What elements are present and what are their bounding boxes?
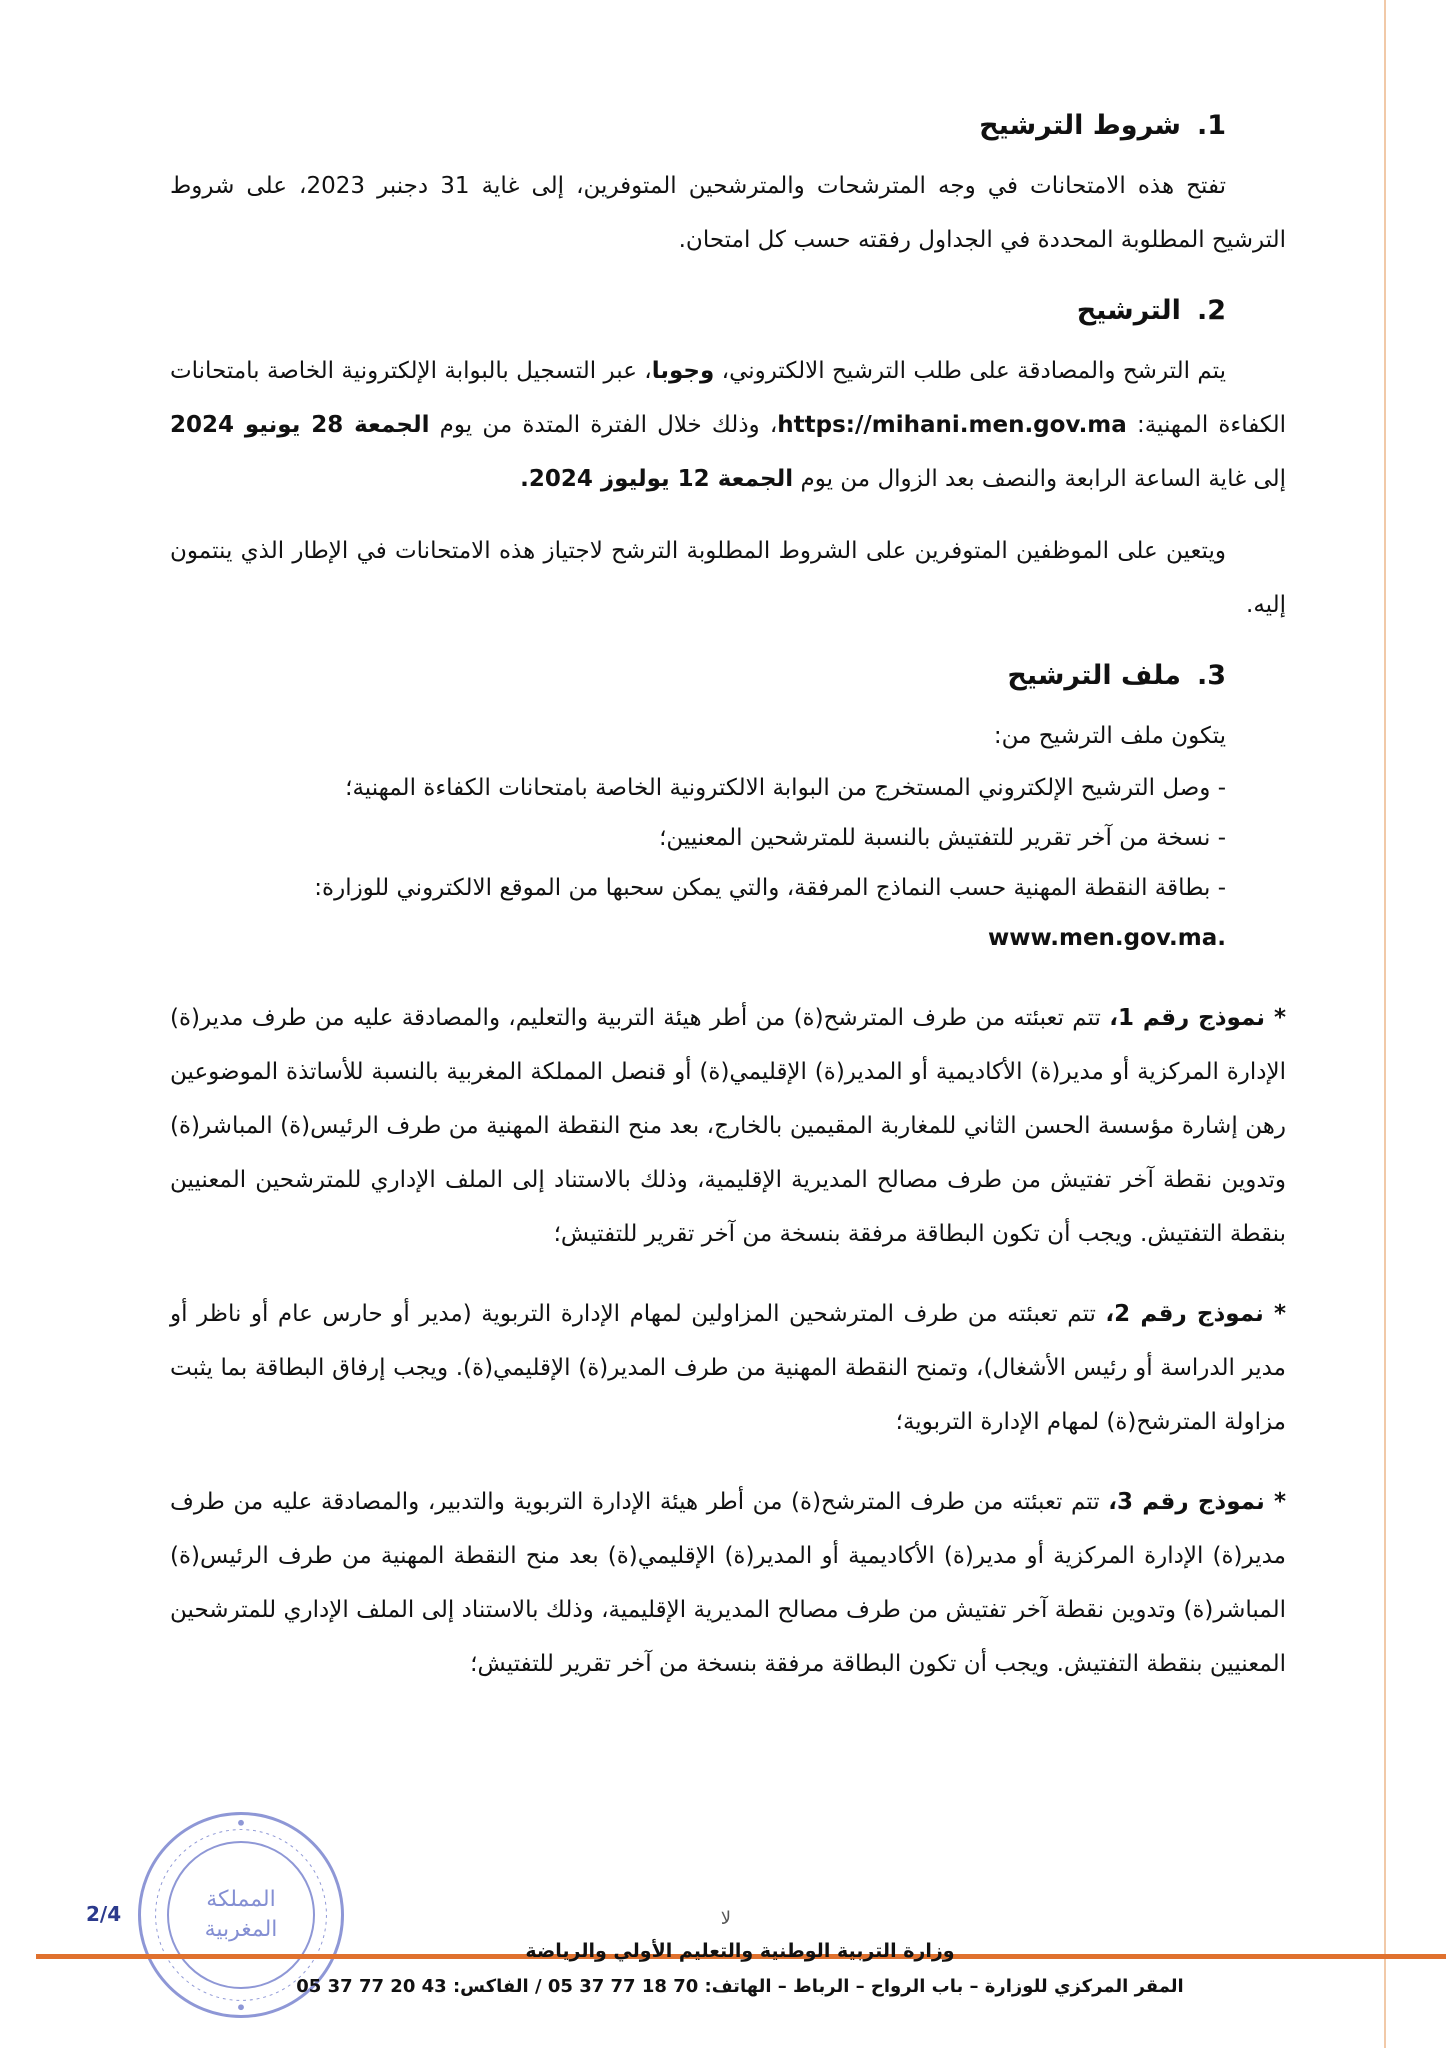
website-url: www.men.gov.ma. xyxy=(987,925,1226,951)
signature-mark-icon: ﻻ xyxy=(720,1908,731,1929)
model-label: * نموذج رقم 2، xyxy=(1105,1301,1286,1327)
section-candidacy xyxy=(170,295,1286,632)
section-paragraph: تفتح هذه الامتحانات في وجه المترشحات والمترشحين المتوفرين، إلى غاية 31 دجنبر 2023، على شروط الترشيح المطلوبة المحددة في الجداول رفقته حسب كل امتحان. xyxy=(170,173,1286,253)
file-documents-list xyxy=(170,763,1226,963)
eligibility-paragraph: ويتعين على الموظفين المتوفرين على الشروط المطلوبة الترشح لاجتياز هذه الامتحانات في الإطار الذي ينتمون إليه. xyxy=(170,538,1286,618)
text-run: ، عبر التسجيل بالبوابة الإلكترونية الخاصة بامتحانات الكفاءة المهنية: xyxy=(170,358,1286,438)
footer-ministry: وزارة التربية الوطنية والتعليم الأولي والرياضة xyxy=(525,1940,955,1962)
section-candidacy-file xyxy=(170,660,1286,963)
document-body xyxy=(170,110,1286,1691)
section-title: الترشيح xyxy=(1076,295,1181,326)
list-item: - نسخة من آخر تقرير للتفتيش بالنسبة للمترشحين المعنيين؛ xyxy=(659,825,1226,851)
emphasis-text: وجوبا xyxy=(651,358,715,384)
list-item: - بطاقة النقطة المهنية حسب النماذج المرفقة، والتي يمكن سحبها من الموقع الالكتروني للوزارة: xyxy=(314,875,1226,901)
model-text: تتم تعبئته من طرف المترشح(ة) من أطر هيئة الإدارة التربوية والتدبير، والمصادقة عليه من طرف مدير(ة) الإدارة المركزية أو مدير(ة) الأكاديمية أو المدير(ة) الإقليمي(ة) بعد منح النقطة المهنية من طرف الرئيس(ة) المباشر(ة) وتدوين نقطة آخر تفتيش من طرف مصالح المديرية الإقليمية، وذلك بالاستناد إلى الملف الإداري للمترشحين المعنيين بنقطة التفتيش. ويجب أن تكون البطاقة مرفقة بنسخة من آخر تقرير للتفتيش؛ xyxy=(170,1489,1286,1677)
file-intro: يتكون ملف الترشيح من: xyxy=(993,723,1226,749)
text-run: ، وذلك خلال الفترة المتدة من يوم xyxy=(429,412,778,438)
section-number: 1. xyxy=(1196,110,1226,141)
section-heading xyxy=(170,110,1226,141)
model-text: تتم تعبئته من طرف المترشح(ة) من أطر هيئة التربية والتعليم، والمصادقة عليه من طرف مدير(ة) الإدارة المركزية أو مدير(ة) الأكاديمية أو المدير(ة) الإقليمي(ة) أو قنصل المملكة المغربية بالنسبة للأساتذة الموضوعين رهن إشارة مؤسسة الحسن الثاني للمغاربة المقيمين بالخارج، بعد منح النقطة المهنية من طرف الرئيس(ة) المباشر(ة) وتدوين نقطة آخر تفتيش من طرف مصالح المديرية الإقليمية، وذلك بالاستناد إلى الملف الإداري للمترشحين المعنيين بنقطة التفتيش. ويجب أن تكون البطاقة مرفقة بنسخة من آخر تقرير للتفتيش؛ xyxy=(170,1005,1286,1247)
stamp-line: المملكة xyxy=(206,1887,276,1912)
model-3-paragraph xyxy=(170,1475,1286,1691)
section-title: ملف الترشيح xyxy=(1007,660,1181,691)
start-date: الجمعة 28 يونيو 2024 xyxy=(170,412,430,438)
footer-address: المقر المركزي للوزارة – باب الرواح – الرباط – الهاتف: 70 18 77 37 05 / الفاكس: 43 20 77 37 05 xyxy=(296,1976,1184,1997)
section-candidacy-conditions xyxy=(170,110,1286,267)
page-edge-line xyxy=(1384,0,1386,2048)
stamp-line: المغربية xyxy=(204,1917,278,1942)
section-title: شروط الترشيح xyxy=(979,110,1181,141)
end-date: الجمعة 12 يوليوز 2024. xyxy=(520,466,794,492)
text-run: يتم الترشح والمصادقة على طلب الترشيح الالكتروني، xyxy=(714,358,1226,384)
ministry-website xyxy=(170,913,1226,963)
model-2-paragraph xyxy=(170,1287,1286,1449)
page-number: 2/4 xyxy=(86,1902,122,1926)
model-text: تتم تعبئته من طرف المترشحين المزاولين لمهام الإدارة التربوية (مدير أو حارس عام أو ناظر أو مدير الدراسة أو رئيس الأشغال)، وتمنح النقطة المهنية من طرف المدير(ة) الإقليمي(ة). ويجب إرفاق البطاقة بما يثبت مزاولة المترشح(ة) لمهام الإدارة التربوية؛ xyxy=(170,1301,1286,1435)
text-run: إلى غاية الساعة الرابعة والنصف بعد الزوال من يوم xyxy=(793,466,1286,492)
section-number: 3. xyxy=(1196,660,1226,691)
portal-url: https://mihani.men.gov.ma xyxy=(777,412,1127,438)
section-number: 2. xyxy=(1196,295,1226,326)
model-label: * نموذج رقم 1، xyxy=(1109,1005,1287,1031)
model-1-paragraph xyxy=(170,991,1286,1261)
section-heading xyxy=(170,660,1226,691)
list-item: - وصل الترشيح الإلكتروني المستخرج من البوابة الالكترونية الخاصة بامتحانات الكفاءة المهنية؛ xyxy=(345,775,1226,801)
model-label: * نموذج رقم 3، xyxy=(1108,1489,1286,1515)
section-heading xyxy=(170,295,1226,326)
candidacy-paragraph xyxy=(170,344,1286,506)
